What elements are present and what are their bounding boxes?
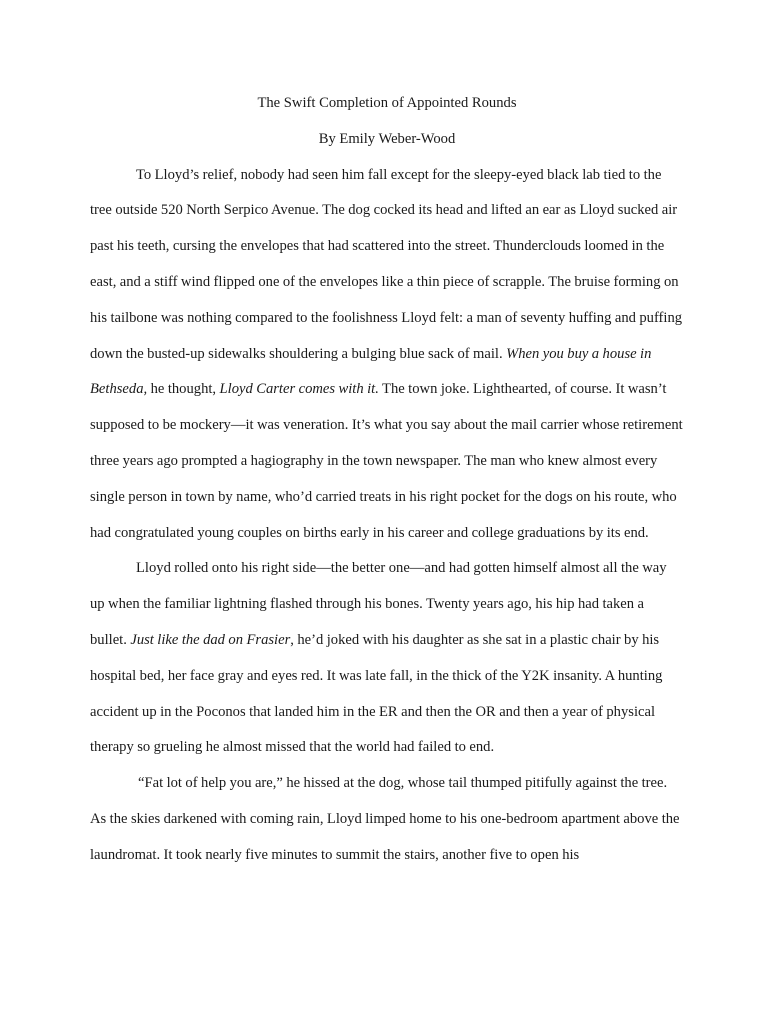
story-title: The Swift Completion of Appointed Rounds [257,95,517,111]
italic-run: Just like the dad on Frasier [130,631,291,648]
italic-run: When you buy a house in Bethseda, [90,345,652,398]
text-run: , he’d joked with his daughter as she sat in a plastic chair by his hospital bed, her face gray and eyes red. It was late fall, in the thick of the Y2K insanity. A hunting accident up in the Poconos that landed him in the ER and then the OR and then a year of physical therapy so grueling he almost missed that the world had failed to end. [90,631,663,756]
paragraph-3 [90,766,684,873]
text-run: The town joke. Lighthearted, of course. It wasn’t supposed to be mockery—it was veneration. It’s what you say about the mail carrier whose retirement three years ago prompted a hagiography in the town newspaper. The man who knew almost every single person in town by name, who’d carried treats in his right pocket for the dogs on his route, who had congratulated young couples on births early in his career and college graduations by its end. [90,381,683,541]
italic-run: Lloyd Carter comes with it. [219,381,379,398]
story-byline: By Emily Weber-Wood [318,130,456,147]
text-run: To Lloyd’s relief, nobody had seen him fall except for the sleepy-eyed black lab tied to the tree outside 520 North Serpico Avenue. The dog cocked its head and lifted an ear as Lloyd sucked air past his teeth, cursing the envelopes that had scattered into the street. Thunderclouds loomed in the east, and a stiff wind flipped one of the envelopes like a thin piece of scrapple. The bruise forming on his tailbone was nothing compared to the foolishness Lloyd felt: a man of seventy huffing and puffing down the busted-up sidewalks shouldering a bulging blue sack of mail. [90,166,683,362]
paragraph-1 [90,158,684,552]
document-body [90,86,684,874]
paragraph-2 [90,551,684,766]
text-run: he thought, [147,381,220,398]
text-run: Lloyd rolled onto his right side—the better one—and had gotten himself almost all the way up when the familiar lightning flashed through his bones. Twenty years ago, his hip had taken a bullet. [90,560,667,648]
text-run: “Fat lot of help you are,” he hissed at the dog, whose tail thumped pitifully against the tree. As the skies darkened with coming rain, Lloyd limped home to his one-bedroom apartment above the laundromat. It took nearly five minutes to summit the stairs, another five to open his [90,775,680,863]
